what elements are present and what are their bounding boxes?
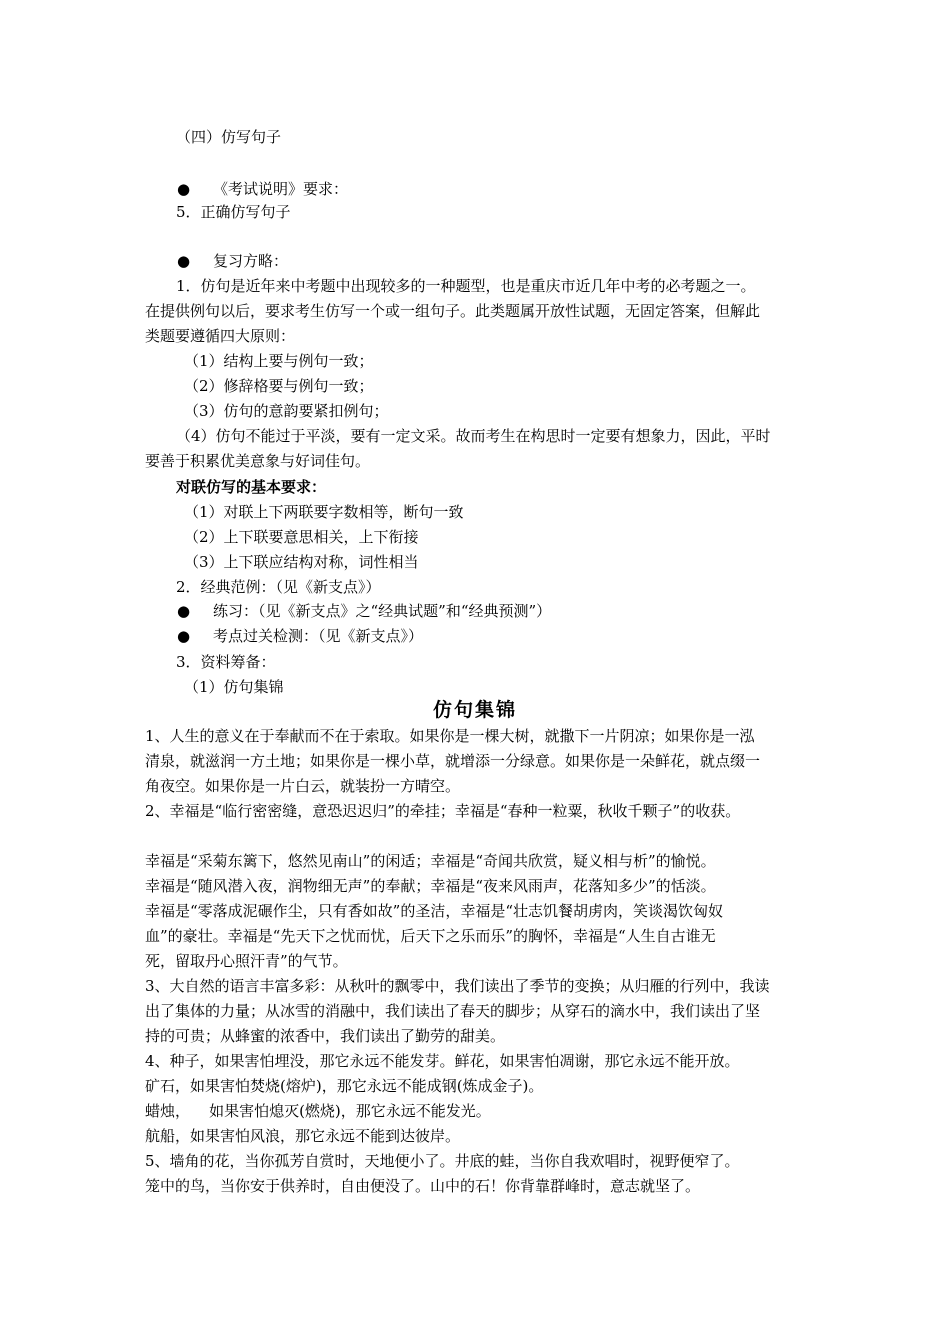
body-line: 幸福是“采菊东篱下，悠然见南山”的闲适；幸福是“奇闻共欣赏，疑义相与析”的愉悦。 bbox=[145, 852, 716, 870]
rule-item: （2）修辞格要与例句一致； bbox=[184, 377, 374, 395]
body-line: 幸福是“零落成泥碾作尘，只有香如故”的圣洁，幸福是“壮志饥餐胡虏肉，笑谈渴饮匈奴 bbox=[145, 902, 724, 920]
body-line: 蜡烛， 如果害怕熄灭(燃烧)，那它永远不能发光。 bbox=[145, 1102, 491, 1120]
couplet-rule: （3）上下联应结构对称，词性相当 bbox=[184, 553, 419, 571]
body-line: 5、墙角的花，当你孤芳自赏时，天地便小了。井底的蛙，当你自我欢唱时，视野便窄了。 bbox=[145, 1152, 740, 1170]
paragraph-line: 在提供例句以后，要求考生仿写一个或一组句子。此类题属开放性试题，无固定答案，但解此 bbox=[145, 302, 761, 320]
strategy-label: 复习方略： bbox=[213, 252, 289, 270]
check-item: 考点过关检测：（见《新支点》） bbox=[213, 627, 424, 645]
body-line: 出了集体的力量；从冰雪的消融中，我们读出了春天的脚步；从穿石的滴水中，我们读出了坚 bbox=[145, 1002, 761, 1020]
bullet-icon: ● bbox=[177, 180, 191, 198]
classic-examples: 2．经典范例：（见《新支点》） bbox=[176, 578, 381, 596]
rule-item: （3）仿句的意韵要紧扣例句； bbox=[184, 402, 389, 420]
couplet-rule: （1）对联上下两联要字数相等，断句一致 bbox=[184, 503, 464, 521]
body-line: 死，留取丹心照汗青”的气节。 bbox=[145, 952, 348, 970]
material-heading: 3．资料筹备： bbox=[176, 653, 276, 671]
couplet-heading: 对联仿写的基本要求： bbox=[176, 478, 327, 496]
paragraph-line: 1．仿句是近年来中考题中出现较多的一种题型，也是重庆市近几年中考的必考题之一。 bbox=[176, 277, 756, 295]
body-line: 4、种子，如果害怕埋没，那它永远不能发芽。鲜花，如果害怕凋谢，那它永远不能开放。 bbox=[145, 1052, 740, 1070]
body-line: 清泉，就滋润一方土地；如果你是一棵小草，就增添一分绿意。如果你是一朵鲜花，就点缀一 bbox=[145, 752, 761, 770]
collection-title: 仿句集锦 bbox=[432, 699, 517, 721]
bullet-icon: ● bbox=[177, 627, 191, 645]
paragraph-line: 类题要遵循四大原则： bbox=[145, 327, 296, 345]
exam-requirements-label: 《考试说明》要求： bbox=[213, 180, 349, 198]
body-line: 1、人生的意义在于奉献而不在于索取。如果你是一棵大树，就撒下一片阴凉；如果你是一泓 bbox=[145, 727, 755, 745]
body-line: 笼中的鸟，当你安于供养时，自由便没了。山中的石！你背靠群峰时，意志就坚了。 bbox=[145, 1177, 701, 1195]
practice-item: 练习：（见《新支点》之“经典试题”和“经典预测”） bbox=[213, 602, 552, 620]
body-line: 3、大自然的语言丰富多彩：从秋叶的飘零中，我们读出了季节的变换；从归雁的行列中，我读 bbox=[145, 977, 770, 995]
body-line: 血”的豪壮。幸福是“先天下之忧而忧，后天下之乐而乐”的胸怀，幸福是“人生自古谁无 bbox=[145, 927, 716, 945]
bullet-icon: ● bbox=[177, 602, 191, 620]
bullet-icon: ● bbox=[177, 252, 191, 270]
couplet-rule: （2）上下联要意思相关，上下衔接 bbox=[184, 528, 419, 546]
rule-item: （1）结构上要与例句一致； bbox=[184, 352, 374, 370]
body-line: 角夜空。如果你是一片白云，就装扮一方晴空。 bbox=[145, 777, 461, 795]
exam-item: 5．正确仿写句子 bbox=[176, 203, 291, 221]
rule-item: （4）仿句不能过于平淡，要有一定文采。故而考生在构思时一定要有想象力，因此，平时 bbox=[176, 427, 771, 445]
collection-heading: （1）仿句集锦 bbox=[184, 678, 284, 696]
body-line: 幸福是“随风潜入夜，润物细无声”的奉献；幸福是“夜来风雨声，花落知多少”的恬淡。 bbox=[145, 877, 716, 895]
rule-item: 要善于积累优美意象与好词佳句。 bbox=[145, 452, 371, 470]
body-line: 矿石，如果害怕焚烧(熔炉)，那它永远不能成钢(炼成金子)。 bbox=[145, 1077, 544, 1095]
body-line: 持的可贵；从蜂蜜的浓香中，我们读出了勤劳的甜美。 bbox=[145, 1027, 506, 1045]
section-heading: （四）仿写句子 bbox=[176, 128, 282, 146]
body-line: 2、幸福是“临行密密缝，意恐迟迟归”的牵挂；幸福是“春种一粒粟，秋收千颗子”的收获。 bbox=[145, 802, 741, 820]
body-line: 航船，如果害怕风浪，那它永远不能到达彼岸。 bbox=[145, 1127, 461, 1145]
